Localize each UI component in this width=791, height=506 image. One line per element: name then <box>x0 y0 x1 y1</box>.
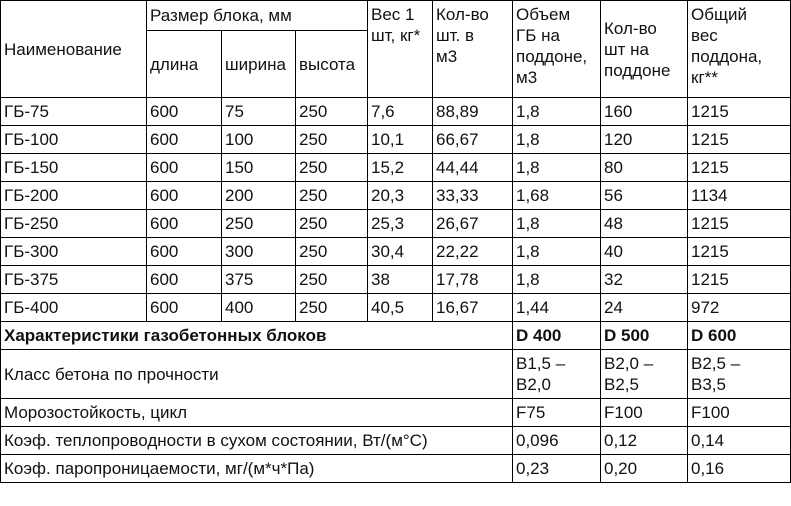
row-pallet-count: 24 <box>601 294 688 322</box>
row-total: 1215 <box>688 238 791 266</box>
row-height: 250 <box>296 154 368 182</box>
row-pallet-count: 160 <box>601 98 688 126</box>
thermal-d500: 0,12 <box>601 427 688 455</box>
row-name: ГБ-375 <box>1 266 147 294</box>
thermal-d600: 0,14 <box>688 427 791 455</box>
row-name: ГБ-75 <box>1 98 147 126</box>
header-total-line1: Общий <box>691 5 747 24</box>
row-pallet-count: 120 <box>601 126 688 154</box>
row-count: 17,78 <box>433 266 513 294</box>
header-count-line1: Кол-во <box>436 5 489 24</box>
row-pallet-count: 32 <box>601 266 688 294</box>
row-width: 250 <box>222 210 296 238</box>
row-weight: 38 <box>368 266 433 294</box>
header-count-line2: шт. в <box>436 26 475 45</box>
header-pallet-count <box>601 1 688 98</box>
row-total: 972 <box>688 294 791 322</box>
row-weight: 40,5 <box>368 294 433 322</box>
strength-d600-line1: B2,5 – <box>691 354 741 373</box>
row-length: 600 <box>147 126 222 154</box>
row-count: 88,89 <box>433 98 513 126</box>
row-count: 16,67 <box>433 294 513 322</box>
strength-d600 <box>688 350 791 399</box>
row-width: 375 <box>222 266 296 294</box>
header-name: Наименование <box>1 1 147 98</box>
row-total: 1215 <box>688 266 791 294</box>
row-length: 600 <box>147 154 222 182</box>
frost-d600: F100 <box>688 399 791 427</box>
row-length: 600 <box>147 98 222 126</box>
row-pallet-count: 40 <box>601 238 688 266</box>
characteristics-header-row <box>1 322 791 350</box>
strength-d600-line2: B3,5 <box>691 375 726 394</box>
strength-d400 <box>513 350 601 399</box>
header-row-1 <box>1 1 791 31</box>
table-row <box>1 210 791 238</box>
row-height: 250 <box>296 238 368 266</box>
header-weight <box>368 1 433 98</box>
row-height: 250 <box>296 266 368 294</box>
row-weight: 7,6 <box>368 98 433 126</box>
table-row <box>1 294 791 322</box>
row-name: ГБ-200 <box>1 182 147 210</box>
header-total <box>688 1 791 98</box>
characteristics-title: Характеристики газобетонных блоков <box>1 322 513 350</box>
header-size-group: Размер блока, мм <box>147 1 368 31</box>
table-row <box>1 154 791 182</box>
thermal-label: Коэф. теплопроводности в сухом состоянии, Вт/(м°С) <box>1 427 513 455</box>
row-volume: 1,8 <box>513 126 601 154</box>
row-count: 44,44 <box>433 154 513 182</box>
header-total-line4: кг** <box>691 68 718 87</box>
row-width: 300 <box>222 238 296 266</box>
table-row <box>1 182 791 210</box>
row-count: 66,67 <box>433 126 513 154</box>
strength-d500 <box>601 350 688 399</box>
row-volume: 1,68 <box>513 182 601 210</box>
frost-row <box>1 399 791 427</box>
row-volume: 1,8 <box>513 210 601 238</box>
header-weight-line1: Вес 1 <box>371 5 415 24</box>
row-pallet-count: 80 <box>601 154 688 182</box>
row-name: ГБ-250 <box>1 210 147 238</box>
density-d500: D 500 <box>601 322 688 350</box>
header-volume-line4: м3 <box>516 68 538 87</box>
frost-d400: F75 <box>513 399 601 427</box>
thermal-row <box>1 427 791 455</box>
header-width: ширина <box>222 31 296 98</box>
header-pallet-count-line2: шт на <box>604 39 649 59</box>
header-weight-line2: шт, кг* <box>371 26 421 45</box>
row-length: 600 <box>147 238 222 266</box>
header-volume <box>513 1 601 98</box>
header-length: длина <box>147 31 222 98</box>
row-name: ГБ-150 <box>1 154 147 182</box>
header-count <box>433 1 513 98</box>
header-count-line3: м3 <box>436 47 458 66</box>
header-volume-line3: поддоне, <box>516 47 588 66</box>
row-weight: 10,1 <box>368 126 433 154</box>
row-length: 600 <box>147 266 222 294</box>
row-length: 600 <box>147 294 222 322</box>
header-total-line3: поддона, <box>691 47 763 66</box>
row-pallet-count: 48 <box>601 210 688 238</box>
strength-d400-line2: B2,0 <box>516 375 551 394</box>
table-row <box>1 98 791 126</box>
row-total: 1215 <box>688 210 791 238</box>
row-height: 250 <box>296 126 368 154</box>
row-volume: 1,8 <box>513 238 601 266</box>
row-volume: 1,8 <box>513 266 601 294</box>
strength-row <box>1 350 791 399</box>
row-name: ГБ-300 <box>1 238 147 266</box>
table-row <box>1 126 791 154</box>
row-total: 1215 <box>688 98 791 126</box>
thermal-d400: 0,096 <box>513 427 601 455</box>
header-total-line2: вес <box>691 26 718 45</box>
frost-label: Морозостойкость, цикл <box>1 399 513 427</box>
header-volume-line1: Объем <box>516 5 571 24</box>
vapor-d500: 0,20 <box>601 455 688 483</box>
row-height: 250 <box>296 294 368 322</box>
strength-d500-line1: B2,0 – <box>604 354 654 373</box>
vapor-label: Коэф. паропроницаемости, мг/(м*ч*Па) <box>1 455 513 483</box>
row-length: 600 <box>147 210 222 238</box>
row-width: 75 <box>222 98 296 126</box>
row-count: 26,67 <box>433 210 513 238</box>
vapor-d600: 0,16 <box>688 455 791 483</box>
strength-d500-line2: B2,5 <box>604 375 639 394</box>
row-width: 200 <box>222 182 296 210</box>
row-width: 100 <box>222 126 296 154</box>
row-height: 250 <box>296 98 368 126</box>
row-count: 33,33 <box>433 182 513 210</box>
row-total: 1215 <box>688 126 791 154</box>
vapor-row <box>1 455 791 483</box>
row-volume: 1,44 <box>513 294 601 322</box>
row-volume: 1,8 <box>513 98 601 126</box>
table-row <box>1 238 791 266</box>
row-count: 22,22 <box>433 238 513 266</box>
row-width: 400 <box>222 294 296 322</box>
row-width: 150 <box>222 154 296 182</box>
row-name: ГБ-100 <box>1 126 147 154</box>
row-total: 1134 <box>688 182 791 210</box>
row-height: 250 <box>296 210 368 238</box>
row-volume: 1,8 <box>513 154 601 182</box>
header-pallet-count-line1: Кол-во <box>604 18 657 38</box>
row-weight: 30,4 <box>368 238 433 266</box>
header-pallet-count-line3: поддоне <box>604 60 671 80</box>
strength-label: Класс бетона по прочности <box>1 350 513 399</box>
density-d600: D 600 <box>688 322 791 350</box>
frost-d500: F100 <box>601 399 688 427</box>
row-name: ГБ-400 <box>1 294 147 322</box>
header-height: высота <box>296 31 368 98</box>
row-weight: 15,2 <box>368 154 433 182</box>
header-volume-line2: ГБ на <box>516 26 560 45</box>
row-weight: 20,3 <box>368 182 433 210</box>
vapor-d400: 0,23 <box>513 455 601 483</box>
row-pallet-count: 56 <box>601 182 688 210</box>
table-row <box>1 266 791 294</box>
row-length: 600 <box>147 182 222 210</box>
row-height: 250 <box>296 182 368 210</box>
row-weight: 25,3 <box>368 210 433 238</box>
strength-d400-line1: B1,5 – <box>516 354 566 373</box>
row-total: 1215 <box>688 154 791 182</box>
density-d400: D 400 <box>513 322 601 350</box>
